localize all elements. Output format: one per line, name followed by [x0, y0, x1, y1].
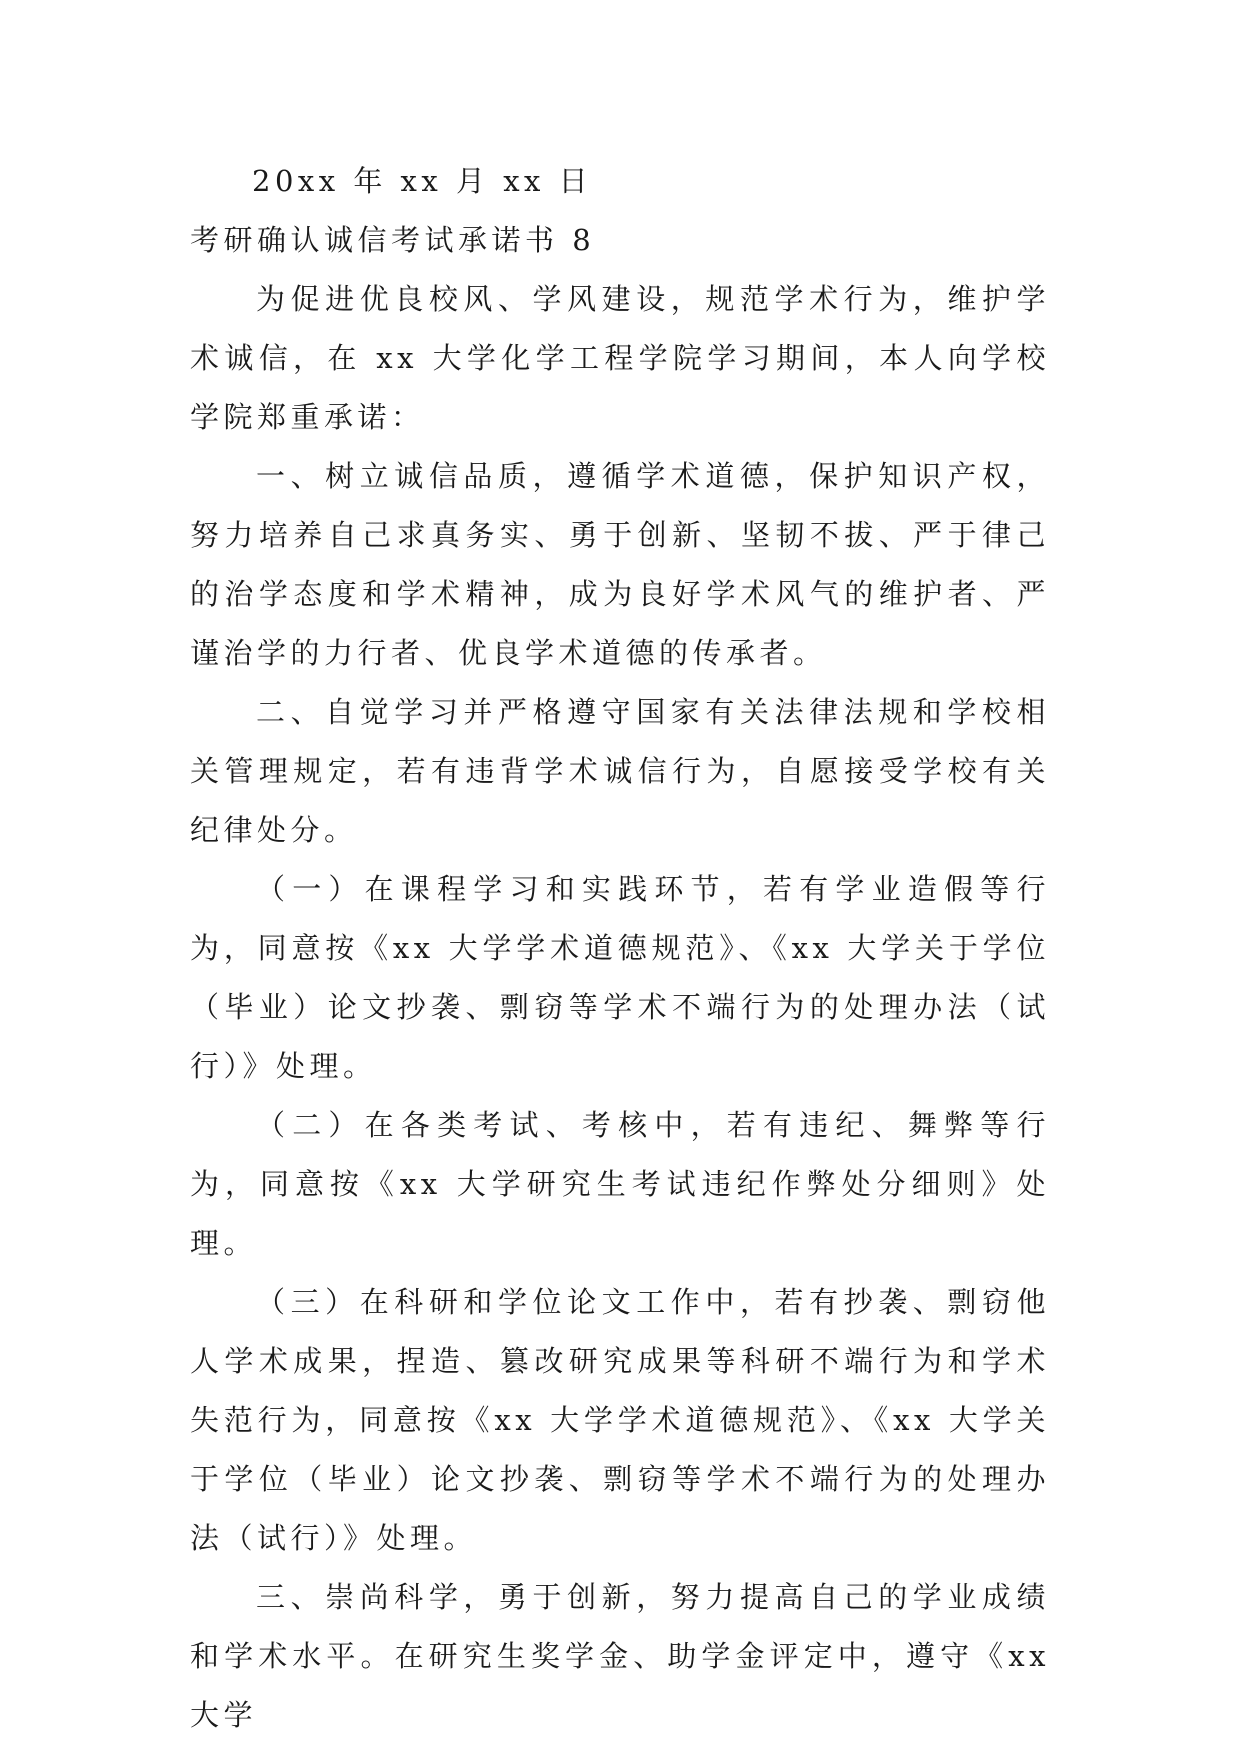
sub-clause-one-paragraph: （一）在课程学习和实践环节，若有学业造假等行为，同意按《xx 大学学术道德规范》、《xx 大学关于学位（毕业）论文抄袭、剽窃等学术不端行为的处理办法（试行）》处理。 — [190, 872, 1050, 1083]
sub-clause-two-paragraph: （二）在各类考试、考核中，若有违纪、舞弊等行为，同意按《xx 大学研究生考试违纪作弊处分细则》处理。 — [190, 1108, 1050, 1260]
date-line: 20xx 年 xx 月 xx 日 — [252, 164, 593, 198]
clause-one-paragraph: 一、树立诚信品质，遵循学术道德，保护知识产权，努力培养自己求真务实、勇于创新、坚韧不拔、严于律己的治学态度和学术精神，成为良好学术风气的维护者、严谨治学的力行者、优良学术道德的传承者。 — [190, 459, 1050, 670]
clause-three-paragraph: 三、崇尚科学，勇于创新，努力提高自己的学业成绩和学术水平。在研究生奖学金、助学金评定中，遵守《xx 大学 — [190, 1580, 1050, 1732]
intro-paragraph: 为促进优良校风、学风建设，规范学术行为，维护学术诚信，在 xx 大学化学工程学院学习期间，本人向学校学院郑重承诺： — [190, 282, 1050, 434]
document-title: 考研确认诚信考试承诺书 8 — [190, 223, 596, 257]
clause-two-paragraph: 二、自觉学习并严格遵守国家有关法律法规和学校相关管理规定，若有违背学术诚信行为，自愿接受学校有关纪律处分。 — [190, 695, 1050, 847]
sub-clause-three-paragraph: （三）在科研和学位论文工作中，若有抄袭、剽窃他人学术成果，捏造、篡改研究成果等科研不端行为和学术失范行为，同意按《xx 大学学术道德规范》、《xx 大学关于学位（毕业）论文抄袭、剽窃等学术不端行为的处理办法（试行）》处理。 — [190, 1285, 1050, 1555]
document-body — [190, 152, 1050, 1745]
